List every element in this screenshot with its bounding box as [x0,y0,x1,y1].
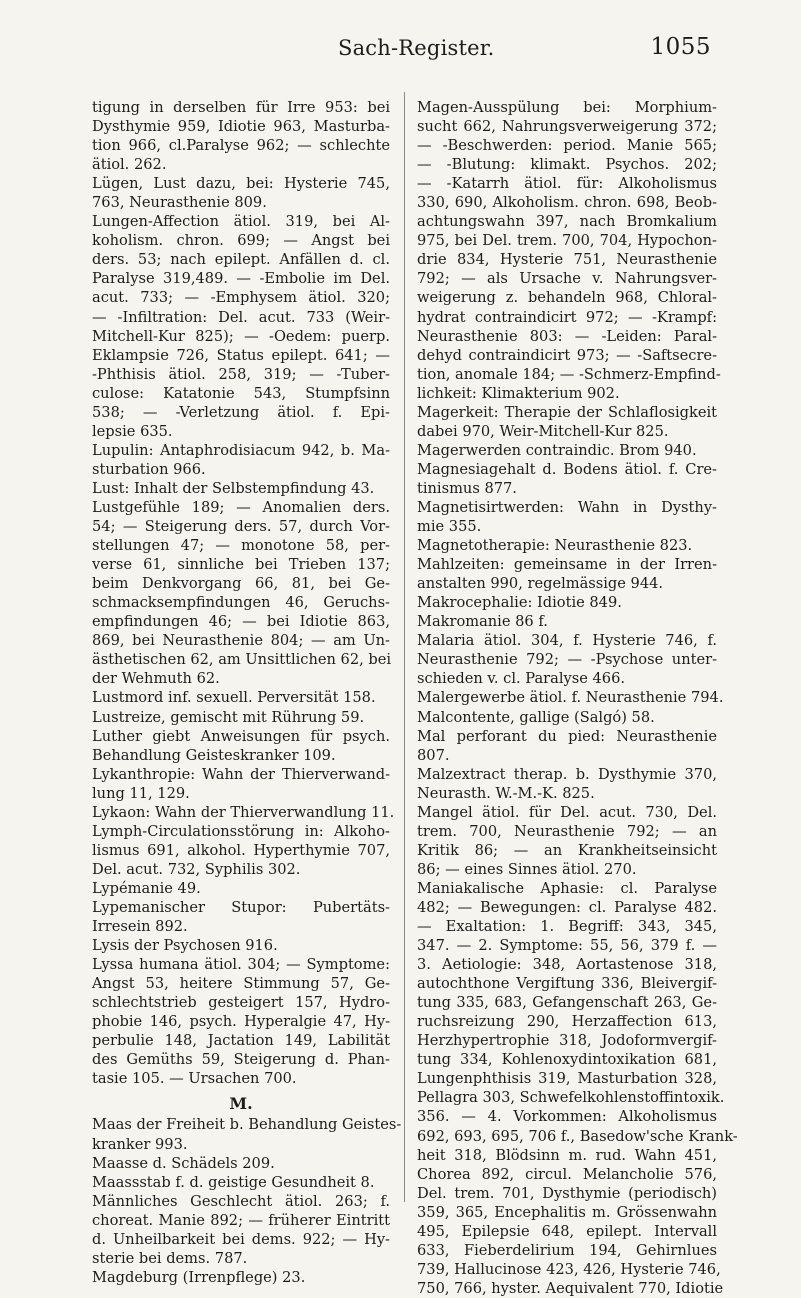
index-line: — Exaltation: 1. Begriff: 343, 345, [417,918,717,936]
index-entry [417,803,717,879]
index-line: lung 11, 129. [92,784,190,802]
index-line: d. Unheilbarkeit bei dems. 922; — Hy- [92,1230,390,1248]
index-line: 633, Fieberdelirium 194, Gehirnlues [417,1241,717,1259]
index-line: Maassstab f. d. geistige Gesundheit 8. [92,1173,375,1191]
index-line: Herzhypertrophie 318, Jodoformvergif- [417,1032,717,1050]
index-line: Mahlzeiten: gemeinsame in der Irren- [417,556,717,574]
index-line: Maasse d. Schädels 209. [92,1154,275,1172]
index-entry [417,765,717,803]
index-line: choreat. Manie 892; — früherer Eintritt [92,1211,390,1229]
index-entry [92,822,390,879]
index-line: Del. trem. 701, Dysthymie (periodisch) [417,1184,717,1202]
index-entry [417,593,717,612]
index-line: Lypemanischer Stupor: Pubertäts- [92,898,390,916]
index-line: Maniakalische Aphasie: cl. Paralyse [417,879,717,897]
index-line: 807. [417,746,450,764]
index-line: lepsie 635. [92,422,173,440]
index-line: Magerkeit: Therapie der Schlaflosigkeit [417,403,717,421]
index-entry [417,460,717,498]
index-entry [92,1268,390,1287]
index-line: phobie 146, psych. Hyperalgie 47, Hy- [92,1013,390,1031]
index-line: ders. 53; nach epilept. Anfällen d. cl. [92,251,390,269]
index-line: Männliches Geschlecht ätiol. 263; f. [92,1192,390,1210]
index-line: 763, Neurasthenie 809. [92,194,267,212]
index-entry [92,1154,390,1173]
index-line: Lust: Inhalt der Selbstempfindung 43. [92,479,375,497]
page-number: 1055 [650,34,711,60]
index-line: Mangel ätiol. für Del. acut. 730, Del. [417,803,717,821]
index-line: Neurasth. W.-M.-K. 825. [417,784,595,802]
index-entry [92,212,390,441]
index-line: Chorea 892, circul. Melancholie 576, [417,1165,717,1183]
index-entry [92,688,390,707]
index-line: Magdeburg (Irrenpflege) 23. [92,1268,306,1286]
index-line: weigerung z. behandeln 968, Chloral- [417,289,717,307]
index-line: dabei 970, Weir-Mitchell-Kur 825. [417,422,669,440]
index-entry [92,955,390,1088]
index-line: 54; — Steigerung ders. 57, durch Vor- [92,518,390,536]
index-entry [417,879,738,1298]
index-line: Lymph-Circulationsstörung in: Alkoho- [92,822,390,840]
index-line: Lyssa humana ätiol. 304; — Symptome: [92,956,390,974]
index-line: Lustreize, gemischt mit Rührung 59. [92,708,365,726]
index-line: -Phthisis ätiol. 258, 319; — -Tuber- [92,365,390,383]
index-line: Del. acut. 732, Syphilis 302. [92,860,301,878]
index-line: Lypémanie 49. [92,879,201,897]
index-line: Lustgefühle 189; — Anomalien ders. [92,498,390,516]
index-line: 792; — als Ursache v. Nahrungsver- [417,270,717,288]
index-entry [417,536,717,555]
index-line: culose: Katatonie 543, Stumpfsinn [92,384,390,402]
index-line: tion 966, cl.Paralyse 962; — schlechte [92,137,390,155]
index-line: sturbation 966. [92,460,206,478]
running-title: Sach-Register. [338,36,495,60]
index-line: ästhetischen 62, am Unsittlichen 62, bei [92,651,392,669]
index-line: drie 834, Hysterie 751, Neurasthenie [417,251,717,269]
index-line: beim Denkvorgang 66, 81, bei Ge- [92,575,390,593]
index-entry [417,441,717,460]
index-line: 359, 365, Encephalitis m. Grössenwahn [417,1203,717,1221]
index-line: lichkeit: Klimakterium 902. [417,384,620,402]
index-line: Malaria ätiol. 304, f. Hysterie 746, f. [417,632,717,650]
index-line: lismus 691, alkohol. Hyperthymie 707, [92,841,390,859]
index-line: Irresein 892. [92,918,188,936]
index-line: Maas der Freiheit b. Behandlung Geistes- [92,1116,402,1134]
index-line: 869, bei Neurasthenie 804; — am Un- [92,632,390,650]
index-line: des Gemüths 59, Steigerung d. Phan- [92,1051,390,1069]
index-line: Lupulin: Antaphrodisiacum 942, b. Ma- [92,441,390,459]
index-entry [92,174,390,212]
index-entry [92,1173,390,1192]
index-line: Eklampsie 726, Status epilept. 641; — [92,346,390,364]
index-entry [92,479,390,498]
index-line: Malergewerbe ätiol. f. Neurasthenie 794. [417,689,724,707]
index-entry [417,727,717,765]
index-line: 86; — eines Sinnes ätiol. 270. [417,860,637,878]
index-line: heit 318, Blödsinn m. rud. Wahn 451, [417,1146,717,1164]
page-header [0,34,801,64]
index-line: 495, Epilepsie 648, epilept. Intervall [417,1222,717,1240]
index-entry [92,765,390,803]
index-line: stellungen 47; — monotone 58, per- [92,537,390,555]
index-line: autochthone Vergiftung 336, Bleivergif- [417,975,717,993]
index-line: Neurasthenie 803: — -Leiden: Paral- [417,327,717,345]
index-entry [92,727,390,765]
index-line: Mitchell-Kur 825); — -Oedem: puerp. [92,327,390,345]
index-line: tinismus 877. [417,479,517,497]
index-line: Magnesiagehalt d. Bodens ätiol. f. Cre- [417,460,717,478]
index-line: sterie bei dems. 787. [92,1249,248,1267]
index-line: Paralyse 319,489. — -Embolie im Del. [92,270,390,288]
index-line: Lysis der Psychosen 916. [92,937,278,955]
index-entry [92,708,390,727]
index-line: anstalten 990, regelmässige 944. [417,575,664,593]
index-line: tigung in derselben für Irre 953: bei [92,99,390,116]
index-line: tion, anomale 184; — -Schmerz-Empfind- [417,365,721,383]
index-line: ruchsreizung 290, Herzaffection 613, [417,1013,717,1031]
index-line: mie 355. [417,518,482,536]
index-entry [417,631,717,688]
index-line: sucht 662, Nahrungsverweigerung 372; [417,118,717,136]
index-line: 482; — Bewegungen: cl. Paralyse 482. [417,898,717,916]
index-entry [417,708,717,727]
index-line: Lungenphthisis 319, Masturbation 328, [417,1070,717,1088]
index-line: trem. 700, Neurasthenie 792; — an [417,822,717,840]
index-line: kranker 993. [92,1135,188,1153]
index-line: Makrocephalie: Idiotie 849. [417,594,622,612]
index-line: schmacksempfindungen 46, Geruchs- [92,594,390,612]
index-entry [92,98,390,174]
index-line: 347. — 2. Symptome: 55, 56, 379 f. — [417,937,717,955]
index-entry [92,898,390,936]
index-line: acut. 733; — -Emphysem ätiol. 320; [92,289,390,307]
index-line: 692, 693, 695, 706 f., Basedow'sche Krank- [417,1127,738,1145]
index-line: Pellagra 303, Schwefelkohlenstoffintoxik. [417,1089,725,1107]
index-entry [92,1115,402,1153]
index-line: 750, 766, hyster. Aequivalent 770, Idiotie [417,1279,724,1297]
index-line: Angst 53, heitere Stimmung 57, Ge- [92,975,390,993]
index-line: schlechtstrieb gesteigert 157, Hydro- [92,994,390,1012]
index-line: hydrat contraindicirt 972; — -Krampf: [417,308,717,326]
index-line: — -Infiltration: Del. acut. 733 (Weir- [92,308,390,326]
index-line: tung 334, Kohlenoxydintoxikation 681, [417,1051,717,1069]
index-line: 3. Aetiologie: 348, Aortastenose 318, [417,956,717,974]
index-line: Malcontente, gallige (Salgó) 58. [417,708,655,726]
index-entry [417,403,717,441]
section-letter: M. [229,1094,253,1114]
index-line: Malzextract therap. b. Dysthymie 370, [417,765,717,783]
left-column [92,98,402,1287]
index-line: dehyd contraindicirt 973; — -Saftsecre- [417,346,717,364]
index-entry [92,441,390,479]
right-column [417,98,738,1298]
index-entry [92,879,390,898]
index-line: tung 335, 683, Gefangenschaft 263, Ge- [417,994,717,1012]
index-entry [417,688,724,707]
index-entry [92,803,395,822]
index-line: Luther giebt Anweisungen für psych. [92,727,390,745]
index-line: koholism. chron. 699; — Angst bei [92,232,390,250]
index-entry [417,555,717,593]
index-line: Neurasthenie 792; — -Psychose unter- [417,651,717,669]
index-line: tasie 105. — Ursachen 700. [92,1070,297,1088]
index-entry [417,612,717,631]
index-line: Behandlung Geisteskranker 109. [92,746,336,764]
index-line: empfindungen 46; — bei Idiotie 863, [92,613,390,631]
index-line: — -Blutung: klimakt. Psychos. 202; [417,156,717,174]
index-line: — -Beschwerden: period. Manie 565; [417,137,717,155]
index-line: schieden v. cl. Paralyse 466. [417,670,626,688]
index-entry [417,98,721,403]
index-line: der Wehmuth 62. [92,670,220,688]
index-line: 356. — 4. Vorkommen: Alkoholismus [417,1108,717,1126]
index-line: 330, 690, Alkoholism. chron. 698, Beob- [417,194,717,212]
index-line: 739, Hallucinose 423, 426, Hysterie 746, [417,1260,721,1278]
index-line: — -Katarrh ätiol. für: Alkoholismus [417,175,717,193]
index-line: ätiol. 262. [92,156,167,174]
index-line: verse 61, sinnliche bei Trieben 137; [92,556,390,574]
index-line: Lustmord inf. sexuell. Perversität 158. [92,689,376,707]
index-entry [92,498,390,688]
index-line: Lykanthropie: Wahn der Thierverwand- [92,765,390,783]
index-line: perbulie 148, Jactation 149, Labilität [92,1032,390,1050]
index-line: Magnetisirtwerden: Wahn in Dysthy- [417,498,717,516]
index-line: Magerwerden contraindic. Brom 940. [417,441,697,459]
index-line: Dysthymie 959, Idiotie 963, Masturba- [92,118,390,136]
index-line: Lügen, Lust dazu, bei: Hysterie 745, [92,175,390,193]
index-line: Magen-Ausspülung bei: Morphium- [417,99,717,116]
column-divider [404,92,405,1202]
index-entry [417,498,717,536]
index-entry [92,936,390,955]
index-line: Lykaon: Wahn der Thierverwandlung 11. [92,803,395,821]
index-line: 975, bei Del. trem. 700, 704, Hypochon- [417,232,717,250]
index-line: Mal perforant du pied: Neurasthenie [417,727,717,745]
index-line: achtungswahn 397, nach Bromkalium [417,213,717,231]
index-line: 538; — -Verletzung ätiol. f. Epi- [92,403,390,421]
index-line: Makromanie 86 f. [417,613,548,631]
index-line: Lungen-Affection ätiol. 319, bei Al- [92,213,390,231]
index-line: Kritik 86; — an Krankheitseinsicht [417,841,717,859]
index-line: Magnetotherapie: Neurasthenie 823. [417,537,693,555]
index-entry [92,1192,390,1268]
